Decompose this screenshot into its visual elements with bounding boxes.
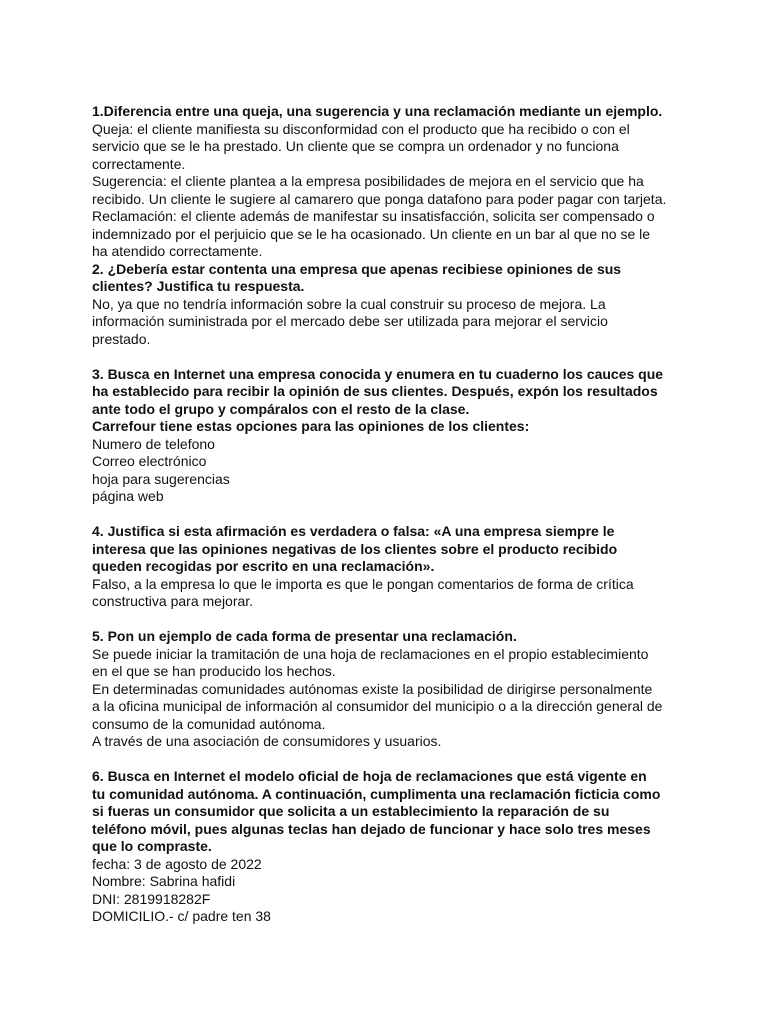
section-6 bbox=[92, 768, 692, 926]
question-5-line: 5. Pon un ejemplo de cada forma de presentar una reclamación. bbox=[92, 628, 517, 644]
section-3 bbox=[92, 366, 692, 506]
question-6-line: si fueras un consumidor que solicita a un establecimiento la reparación de su bbox=[92, 803, 610, 819]
document-page bbox=[92, 103, 692, 926]
form-field-dni: DNI: 2819918282F bbox=[92, 890, 211, 907]
paragraph-gap bbox=[92, 751, 692, 769]
answer-3-line: hoja para sugerencias bbox=[92, 470, 230, 487]
question-3-line: ha establecido para recibir la opinión de sus clientes. Después, expón los resultados bbox=[92, 383, 658, 399]
section-5 bbox=[92, 628, 692, 751]
answer-5-line: En determinadas comunidades autónomas existe la posibilidad de dirigirse personalmente bbox=[92, 680, 653, 697]
question-6-line: que lo compraste. bbox=[92, 838, 212, 854]
question-6-line: 6. Busca en Internet el modelo oficial de hoja de reclamaciones que está vigente en bbox=[92, 768, 647, 784]
question-3-line: ante todo el grupo y compáralos con el resto de la clase. bbox=[92, 400, 470, 417]
form-field-name: Nombre: Sabrina hafidi bbox=[92, 873, 236, 889]
section-2 bbox=[92, 261, 692, 349]
answer-3-line: Correo electrónico bbox=[92, 453, 207, 469]
answer-2-line: prestado. bbox=[92, 330, 151, 347]
answer-4-line: Falso, a la empresa lo que le importa es que le pongan comentarios de forma de crítica bbox=[92, 575, 634, 592]
form-field-date: fecha: 3 de agosto de 2022 bbox=[92, 855, 262, 872]
question-3-line: 3. Busca en Internet una empresa conocida y enumera en tu cuaderno los cauces que bbox=[92, 365, 664, 382]
answer-1-line: Sugerencia: el cliente plantea a la empresa posibilidades de mejora en el servicio que ha bbox=[92, 173, 644, 189]
question-6-line: teléfono móvil, pues algunas teclas han dejado de funcionar y hace solo tres meses bbox=[92, 820, 651, 837]
answer-3-line: página web bbox=[92, 488, 164, 504]
question-4-line: interesa que las opiniones negativas de los clientes sobre el producto recibido bbox=[92, 540, 618, 557]
section-1 bbox=[92, 103, 692, 261]
answer-5-line: a la oficina municipal de información al consumidor del municipio o a la dirección general de bbox=[92, 698, 663, 714]
question-4-line: queden recogidas por escrito en una reclamación». bbox=[92, 558, 435, 574]
answer-4-line: constructiva para mejorar. bbox=[92, 593, 254, 609]
answer-1-line: ha atendido correctamente. bbox=[92, 243, 263, 259]
question-1-line: 1.Diferencia entre una queja, una sugerencia y una reclamación mediante un ejemplo. bbox=[92, 103, 663, 119]
answer-3-line: Numero de telefono bbox=[92, 435, 215, 452]
answer-1-line: Queja: el cliente manifiesta su disconformidad con el producto que ha recibido o con el bbox=[92, 120, 630, 137]
answer-2-line: información suministrada por el mercado debe ser utilizada para mejorar el servicio bbox=[92, 313, 608, 329]
answer-5-line: consumo de la comunidad autónoma. bbox=[92, 715, 326, 732]
answer-1-line: indemnizado por el perjuicio que se le ha ocasionado. Un cliente en un bar al que no se le bbox=[92, 225, 651, 242]
question-3-line: Carrefour tiene estas opciones para las opiniones de los clientes: bbox=[92, 418, 530, 434]
paragraph-gap bbox=[92, 611, 692, 629]
answer-5-line: A través de una asociación de consumidores y usuarios. bbox=[92, 733, 442, 749]
question-6-line: tu comunidad autónoma. A continuación, cumplimenta una reclamación ficticia como bbox=[92, 785, 661, 802]
paragraph-gap bbox=[92, 348, 692, 366]
answer-1-line: Reclamación: el cliente además de manifestar su insatisfacción, solicita ser compensado o bbox=[92, 208, 655, 224]
answer-5-line: Se puede iniciar la tramitación de una hoja de reclamaciones en el propio establecimiento bbox=[92, 645, 649, 662]
answer-1-line: correctamente. bbox=[92, 155, 186, 172]
answer-1-line: servicio que se le ha prestado. Un cliente que se compra un ordenador y no funciona bbox=[92, 138, 619, 154]
section-4 bbox=[92, 523, 692, 611]
paragraph-gap bbox=[92, 506, 692, 524]
answer-1-line: recibido. Un cliente le sugiere al camarero que ponga datafono para poder pagar con tarjeta. bbox=[92, 190, 667, 207]
question-2-line: 2. ¿Debería estar contenta una empresa que apenas recibiese opiniones de sus bbox=[92, 260, 622, 277]
form-field-address: DOMICILIO.- c/ padre ten 38 bbox=[92, 908, 271, 924]
question-4-line: 4. Justifica si esta afirmación es verdadera o falsa: «A una empresa siempre le bbox=[92, 523, 615, 539]
answer-2-line: No, ya que no tendría información sobre la cual construir su proceso de mejora. La bbox=[92, 295, 606, 312]
question-2-line: clientes? Justifica tu respuesta. bbox=[92, 278, 305, 294]
answer-5-line: en el que se han producido los hechos. bbox=[92, 663, 336, 679]
